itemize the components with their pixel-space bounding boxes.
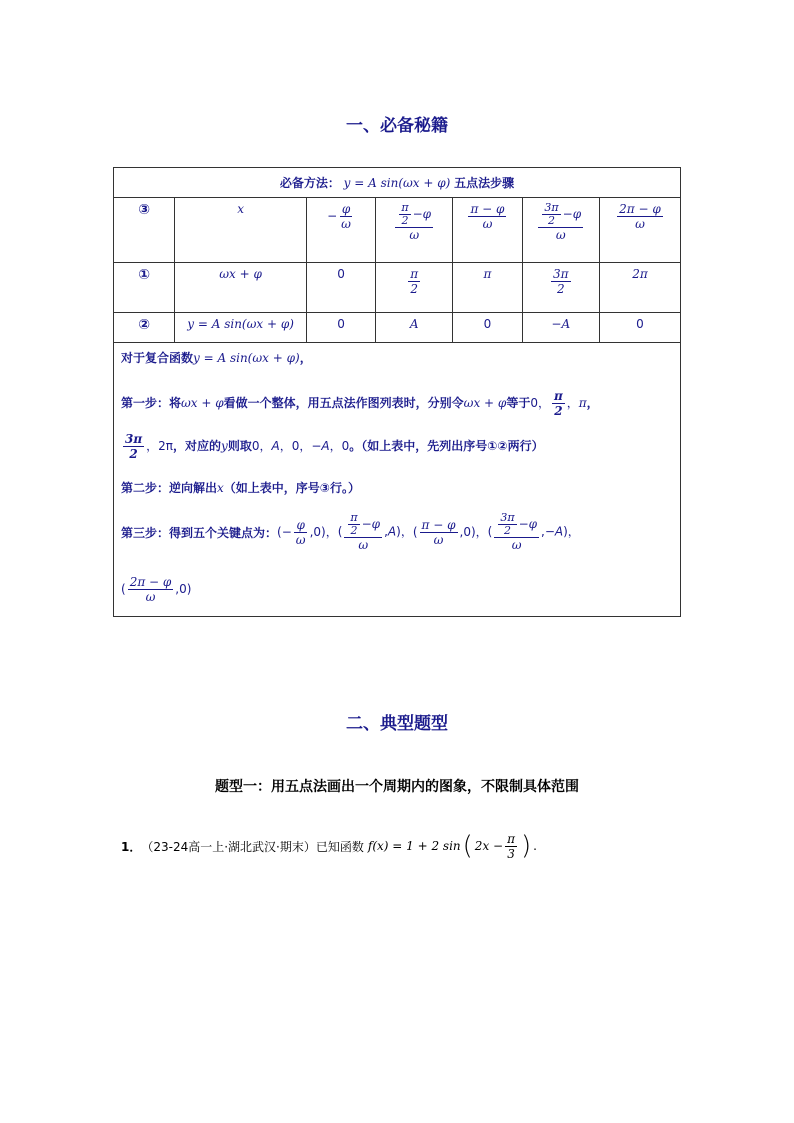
step1-line2: $\frac{3\pi}{2}$ ，2π，对应的y则取0，A，0，−A，0。（如上表中，先列出序号①②两行） [125,432,544,461]
type1-title: 题型一：用五点法画出一个周期内的图象，不限制具体范围 [215,779,579,795]
table-header-label: 必备方法： [279,176,340,190]
table-header-formula: y = A sin(ωx + φ) [343,176,451,190]
table-row [114,313,681,343]
step1-g: 。（如上表中，先列出序号①②两行） [349,439,544,453]
cell-x2: $\frac{\pi}{2}$ −φ ω [376,198,453,263]
cell-y4: −A [522,313,599,343]
cell-x4: $\frac{3\pi}{2}$ −φ ω [522,198,599,263]
step1-a: 第一步：将 [121,396,182,410]
step1-f: 则取 [227,439,252,453]
step1-c: 看做一个整体，用五点法作图列表时，分别令 [223,396,464,410]
cell-phase2: $\frac{\pi}{2}$ [376,263,453,313]
q1-number: 1． [121,839,142,854]
step1-d: 等于 [506,396,531,410]
step2-text: 第二步：逆向解出 [121,481,218,495]
step3-text: 第三步：得到五个关键点为： [121,525,278,540]
intro-text: 对于复合函数 [121,351,194,365]
cell-x3: $\frac{\pi - \varphi}{\omega}$ [453,198,522,263]
cell-x1: − $\frac{\varphi}{\omega}$ [306,198,375,263]
row-head-y: y = A sin(ωx + φ) [175,313,307,343]
table-row [114,198,681,263]
step1-e: ，对应的 [173,439,222,453]
table-header [114,168,681,198]
step2-suffix: （如上表中，序号③行。） [223,481,360,495]
step2-line: 第二步：逆向解出x（如上表中，序号③行。） [121,481,360,495]
cell-y3: 0 [453,313,522,343]
step3-line: 第三步：得到五个关键点为： (− $\frac{\varphi}{\omega}$ ,0)， ( $\frac{\pi}{2}$ −φ ω ,A)， ( $\frac{\pi - \varphi}{\omega}$ ,0)， ( $\frac{3\pi}{2}$ −φ ω ,−A)， [121,511,580,552]
table-row [114,263,681,313]
cell-phase3: π [453,263,522,313]
question-1: 1． （23-24高一上·湖北武汉·期末）已知函数 f(x) = 1 + 2 sin ( 2x − $\frac{\pi}{3}$ ) . [121,831,537,861]
cell-phase1: 0 [306,263,375,313]
step1-formula: ωx + φ [181,396,224,410]
step1-line: 第一步：将ωx + φ看做一个整体，用五点法作图列表时，分别令ωx + φ等于0， $\frac{\pi}{2}$ ，π， [121,389,599,418]
cell-phase4: $\frac{3\pi}{2}$ [522,263,599,313]
intro-line: 对于复合函数y = A sin(ωx + φ)， [121,351,312,365]
row-head-x: x [175,198,307,263]
cell-y5: 0 [599,313,680,343]
cell-x5: $\frac{2\pi - \varphi}{\omega}$ [599,198,680,263]
section2-title: 二、典型题型 [346,714,448,734]
cell-y2: A [376,313,453,343]
section1-title: 一、必备秘籍 [346,116,448,136]
table-header-suffix: 五点法步骤 [454,176,515,190]
intro-formula: y = A sin(ωx + φ) [193,351,300,365]
step3-last-point: ( $\frac{2\pi - \varphi}{\omega}$ ,0) [121,575,192,604]
row-label-1: ① [114,263,175,313]
cell-phase5: 2π [599,263,680,313]
row-head-phase: ωx + φ [175,263,307,313]
row-label-2: ② [114,313,175,343]
q1-text: （23-24高一上·湖北武汉·期末）已知函数 [141,839,364,854]
row-label-3: ③ [114,198,175,263]
cell-y1: 0 [306,313,375,343]
